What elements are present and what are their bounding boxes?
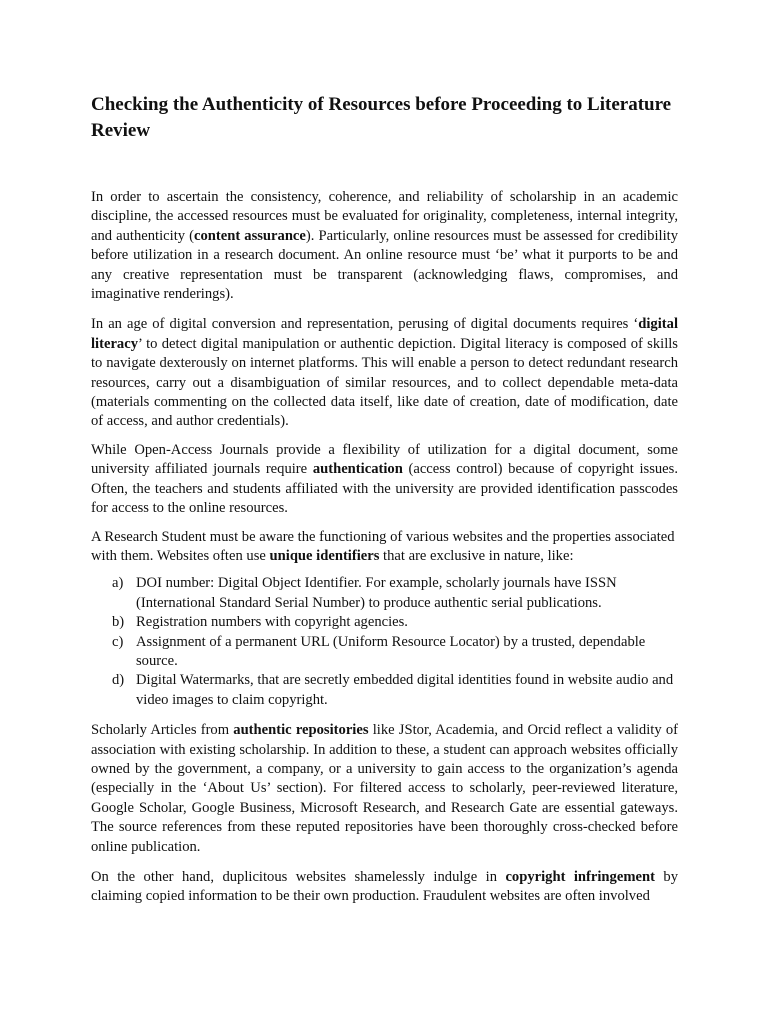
document-title: Checking the Authenticity of Resources before Proceeding to Literature Review <box>91 94 672 141</box>
list-item-text: Digital Watermarks, that are secretly embedded digital identities found in website audio and video images to claim copyright. <box>136 672 674 708</box>
paragraph-text: While Open-Access Journals provide a flexibility of utilization for a digital document, some university affiliated journals require <box>91 441 678 478</box>
document-body <box>91 188 678 916</box>
bold-term-authentic-repositories: authentic repositories <box>233 722 369 739</box>
bold-term-copyright-infringement: copyright infringement <box>505 869 655 885</box>
list-marker: d) <box>112 672 125 689</box>
list-item-text: DOI number: Digital Object Identifier. For example, scholarly journals have ISSN (International Standard Serial Number) to produce authentic serial publications. <box>136 575 617 611</box>
paragraph-copyright-infringement <box>91 868 678 907</box>
paragraph-authentic-repositories <box>91 721 678 857</box>
list-item <box>112 671 678 710</box>
paragraph-text: (access control) because of copyright issues. Often, the teachers and students affiliated with the university are provided identification passcodes for access to the online resources. <box>91 461 678 517</box>
identifier-list <box>91 574 678 710</box>
paragraph-text: by claiming copied information to be their own production. Fraudulent websites are often involved <box>91 869 678 905</box>
list-marker: b) <box>112 614 125 631</box>
bold-term-content-assurance: content assurance <box>193 227 306 244</box>
paragraph-text: that are exclusive in nature, like: <box>379 547 574 564</box>
list-item <box>112 613 678 632</box>
bold-term-unique-identifiers: unique identifiers <box>269 547 380 564</box>
paragraph-text: On the other hand, duplicitous websites shamelessly indulge in <box>91 869 506 885</box>
list-item <box>112 633 678 672</box>
list-marker: c) <box>112 633 124 650</box>
paragraph-text: Scholarly Articles from <box>91 722 234 739</box>
bold-term-digital-literacy: digital literacy <box>91 316 678 352</box>
paragraph-unique-identifiers <box>91 528 678 567</box>
paragraph-text: In order to ascertain the consistency, coherence, and reliability of scholarship in an academic discipline, the accessed resources must be evaluated for originality, completeness, internal integrity, and authenticity ( <box>91 189 678 244</box>
list-item <box>112 574 678 613</box>
bold-term-authentication: authentication <box>312 461 403 478</box>
list-item-text: Assignment of a permanent URL (Uniform Resource Locator) by a trusted, dependable source. <box>136 633 646 669</box>
paragraph-text: A Research Student must be aware the functioning of various websites and the properties associated with them. Websites often use <box>91 528 675 564</box>
paragraph-digital-literacy <box>91 315 678 431</box>
paragraph-text: like JStor, Academia, and Orcid reflect a validity of association with existing scholarship. In addition to these, a student can approach websites officially owned by the government, a company, or a university to gain access to the organization’s agenda (especially in the ‘About Us’ section). For filtered access to scholarly, peer-reviewed literature, Google Scholar, Google Business, Microsoft Research, and Research Gate are essential gateways. The source references from these reputed repositories have been thoroughly cross-checked before online publication. <box>91 722 678 855</box>
paragraph-text: ). Particularly, online resources must be assessed for credibility before utilization in a research document. An online resource must ‘be’ what it purports to be and any creative representation must be transparent (acknowledging flaws, compromises, and imaginative renderings). <box>91 227 678 303</box>
paragraph-authentication <box>91 441 678 519</box>
list-item-text: Registration numbers with copyright agencies. <box>136 614 408 631</box>
paragraph-content-assurance <box>91 188 678 304</box>
paragraph-text: ’ to detect digital manipulation or authentic depiction. Digital literacy is composed of skills to navigate dexterously on internet platforms. This will enable a person to detect redundant research resources, carry out a disambiguation of similar resources, and to collect dependable meta-data (materials commenting on the collected data itself, like date of creation, date of modification, date of access, and author credentials). <box>91 335 678 430</box>
list-marker: a) <box>112 575 124 592</box>
paragraph-text: In an age of digital conversion and representation, perusing of digital documents requires ‘ <box>91 316 639 333</box>
